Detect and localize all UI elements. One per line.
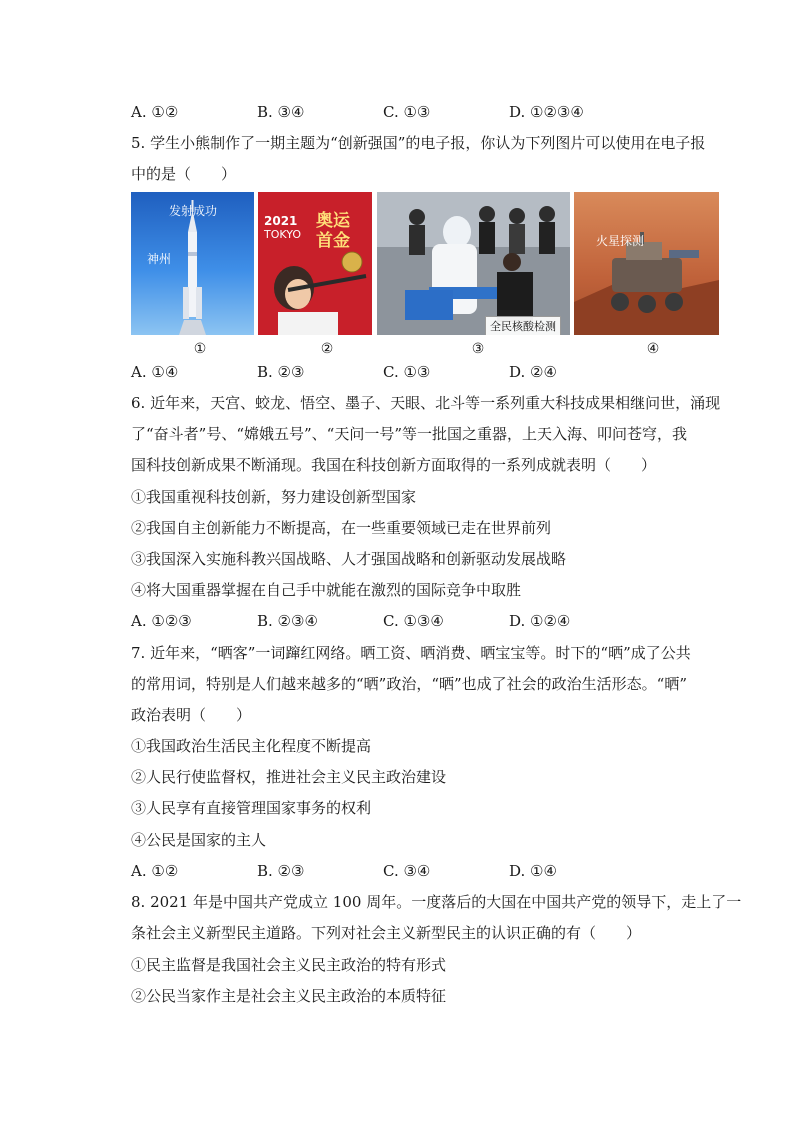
olympic-title-text: 奥运: [316, 211, 350, 231]
mars-title-text: 火星探测: [596, 234, 645, 248]
olympic-gold-image: [258, 192, 372, 335]
rocket-launch-image: [131, 192, 254, 335]
olympic-gold-text: 首金: [316, 231, 350, 251]
q6-statement-4: ④将大国重器掌握在自己手中就能在激烈的国际竞争中取胜: [131, 581, 522, 599]
testing-scene: [377, 192, 570, 335]
q6-stem-line2: 了“奋斗者”号、“嫦娥五号”、“天问一号”等一批国之重器，上天入海、叩问苍穹，我: [131, 425, 688, 443]
q7-statement-3: ③人民享有直接管理国家事务的权利: [131, 799, 372, 817]
covid-test-image: [377, 192, 570, 335]
q8-stem-line2: 条社会主义新型民主道路。下列对社会主义新型民主的认识正确的有（ ）: [131, 924, 642, 942]
q8-statement-2: ②公民当家作主是社会主义民主政治的本质特征: [131, 987, 447, 1005]
q7-option-b: B. ②③: [257, 862, 305, 880]
rover-icon: [574, 192, 719, 335]
q6-option-d: D. ①②④: [509, 612, 571, 630]
q6-stem-line1: 6. 近年来，天宫、蛟龙、悟空、墨子、天眼、北斗等一系列重大科技成果相继问世，涌现: [131, 394, 721, 412]
q5-stem-line2: 中的是（ ）: [131, 165, 237, 183]
image-caption-2: ②: [320, 341, 334, 357]
image-caption-4: ④: [646, 341, 660, 357]
q5-stem-line1: 5. 学生小熊制作了一期主题为“创新强国”的电子报，你认为下列图片可以使用在电子报: [131, 134, 706, 152]
q4-option-a: A. ①②: [131, 103, 179, 121]
q7-options: [131, 860, 691, 882]
q8-statement-1: ①民主监督是我国社会主义民主政治的特有形式: [131, 956, 447, 974]
q7-stem-line3: 政治表明（ ）: [131, 706, 252, 724]
rocket-name-text: 神州: [147, 252, 172, 266]
q7-statement-4: ④公民是国家的主人: [131, 831, 267, 849]
q7-option-a: A. ①②: [131, 862, 179, 880]
q6-option-a: A. ①②③: [131, 612, 192, 630]
q7-option-d: D. ①④: [509, 862, 557, 880]
q7-stem-line1: 7. 近年来，“晒客”一词蹿红网络。晒工资、晒消费、晒宝宝等。时下的“晒”成了公共: [131, 644, 691, 662]
q5-option-c: C. ①③: [383, 363, 431, 381]
q6-option-b: B. ②③④: [257, 612, 318, 630]
q7-option-c: C. ③④: [383, 862, 431, 880]
olympic-year-text: 2021: [264, 214, 298, 228]
covid-test-label: 全民核酸检测: [485, 316, 561, 335]
q6-stem-line3: 国科技创新成果不断涌现。我国在科技创新方面取得的一系列成就表明（ ）: [131, 456, 657, 474]
olympic-city-text: TOKYO: [264, 228, 301, 241]
q5-options: [131, 361, 691, 383]
q4-option-b: B. ③④: [257, 103, 305, 121]
q7-stem-line2: 的常用词，特别是人们越来越多的“晒”政治，“晒”也成了社会的政治生活形态。“晒”: [131, 675, 688, 693]
q5-option-a: A. ①④: [131, 363, 179, 381]
q7-statement-1: ①我国政治生活民主化程度不断提高: [131, 737, 372, 755]
q6-options: [131, 610, 691, 632]
q4-option-c: C. ①③: [383, 103, 431, 121]
q6-statement-2: ②我国自主创新能力不断提高，在一些重要领域已走在世界前列: [131, 519, 552, 537]
q8-stem-line1: 8. 2021 年是中国共产党成立 100 周年。一度落后的大国在中国共产党的领导下，走上了一: [131, 893, 742, 911]
image-caption-1: ①: [193, 341, 207, 357]
image-caption-3: ③: [471, 341, 485, 357]
q6-statement-3: ③我国深入实施科教兴国战略、人才强国战略和创新驱动发展战略: [131, 550, 567, 568]
q4-option-d: D. ①②③④: [509, 103, 584, 121]
shooter-illustration: [258, 192, 372, 335]
rocket-title-text: 发射成功: [169, 204, 218, 218]
q7-statement-2: ②人民行使监督权，推进社会主义民主政治建设: [131, 768, 447, 786]
q5-option-b: B. ②③: [257, 363, 305, 381]
q4-options: [131, 101, 691, 123]
q6-option-c: C. ①③④: [383, 612, 444, 630]
mars-rover-image: [574, 192, 719, 335]
q5-option-d: D. ②④: [509, 363, 557, 381]
q6-statement-1: ①我国重视科技创新，努力建设创新型国家: [131, 488, 417, 506]
